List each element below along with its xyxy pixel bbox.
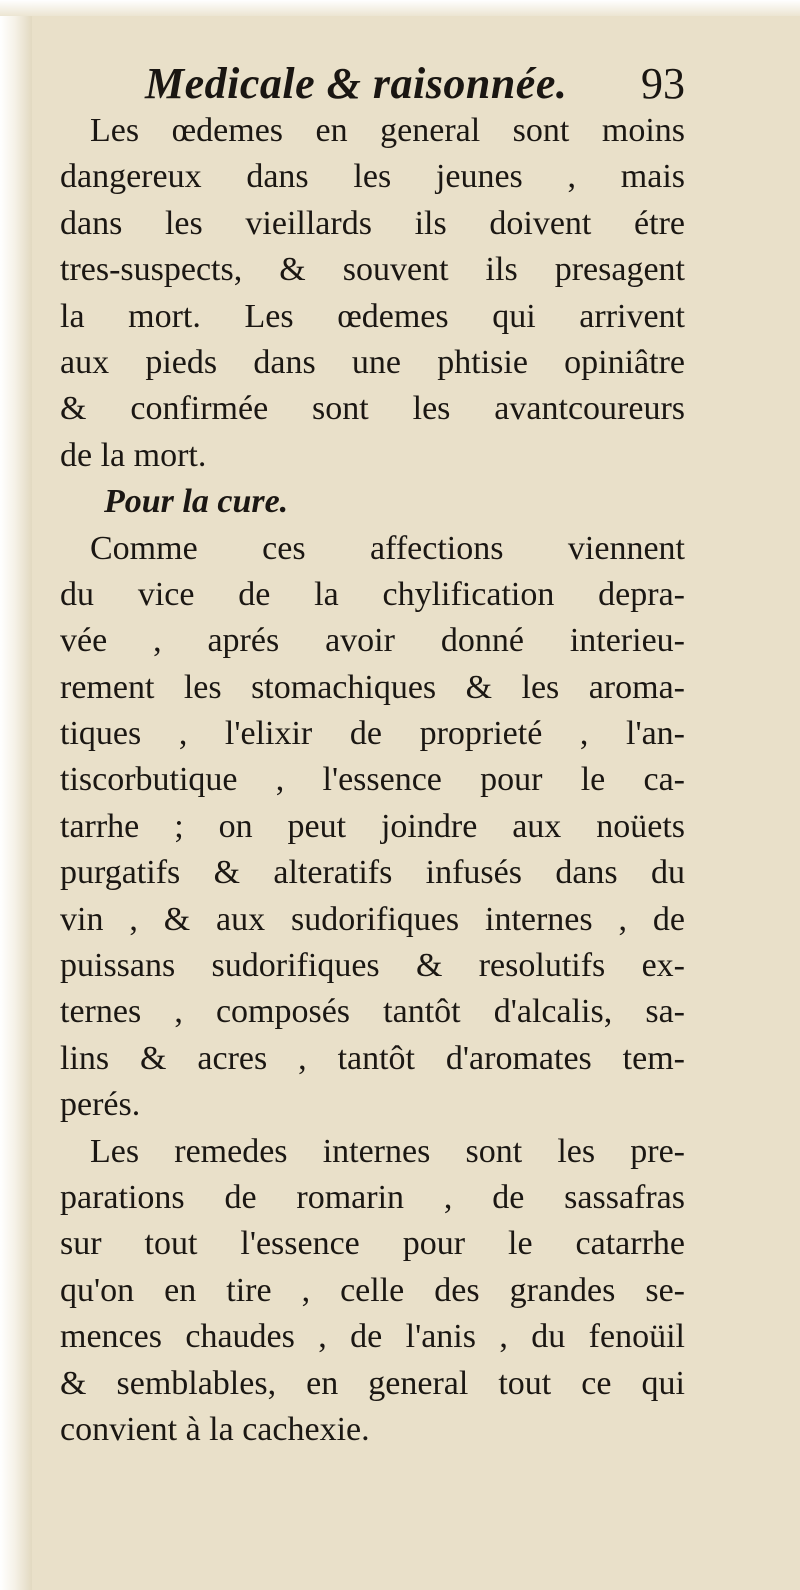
text-line: de la mort. xyxy=(60,436,207,474)
text-line: qu'on en tire , celle des grandes se- xyxy=(60,1271,685,1309)
text-line: du vice de la chylification depra- xyxy=(60,575,685,613)
text-line: tres-suspects, & souvent ils presagent xyxy=(60,251,685,289)
text-line: purgatifs & alteratifs infusés dans du xyxy=(60,854,685,892)
text-line: Les œdemes en general sont moins xyxy=(90,112,685,149)
text-line: ternes , composés tantôt d'alcalis, sa- xyxy=(60,993,685,1031)
text-line: tiques , l'elixir de proprieté , l'an- xyxy=(60,715,685,753)
text-line: aux pieds dans une phtisie opiniâtre xyxy=(60,343,685,381)
page-number: 93 xyxy=(641,59,685,108)
text-line: parations de romarin , de sassafras xyxy=(60,1178,685,1216)
text-line: Les remedes internes sont les pre- xyxy=(90,1132,685,1170)
text-line: perés. xyxy=(60,1086,141,1124)
text-line: mences chaudes , de l'anis , du fenoüil xyxy=(60,1318,685,1356)
text-line: tarrhe ; on peut joindre aux noüets xyxy=(60,807,685,845)
text-line: lins & acres , tantôt d'aromates tem- xyxy=(60,1039,685,1077)
text-line: tiscorbutique , l'essence pour le ca- xyxy=(60,761,685,799)
page-gutter-edge xyxy=(0,0,32,1590)
text-line: puissans sudorifiques & resolutifs ex- xyxy=(60,947,685,985)
text-line: vin , & aux sudorifiques internes , de xyxy=(60,900,685,938)
text-line: & semblables, en general tout ce qui xyxy=(60,1364,685,1402)
text-line: & confirmée sont les avantcoureurs xyxy=(60,390,685,428)
text-line: rement les stomachiques & les aroma- xyxy=(60,668,685,706)
text-line: dans les vieillards ils doivent étre xyxy=(60,204,685,242)
text-line: vée , aprés avoir donné interieu- xyxy=(60,622,685,660)
page-top-edge xyxy=(0,0,800,16)
text-line: convient à la cachexie. xyxy=(60,1410,370,1448)
text-line: sur tout l'essence pour le catarrhe xyxy=(60,1225,685,1263)
text-line: la mort. Les œdemes qui arrivent xyxy=(60,297,685,335)
text-line: dangereux dans les jeunes , mais xyxy=(60,158,685,196)
text-line: Comme ces affections viennent xyxy=(90,529,685,567)
body-text xyxy=(60,108,685,1453)
running-title: Medicale & raisonnée. xyxy=(145,59,568,108)
section-heading: Pour la cure. xyxy=(104,483,289,521)
